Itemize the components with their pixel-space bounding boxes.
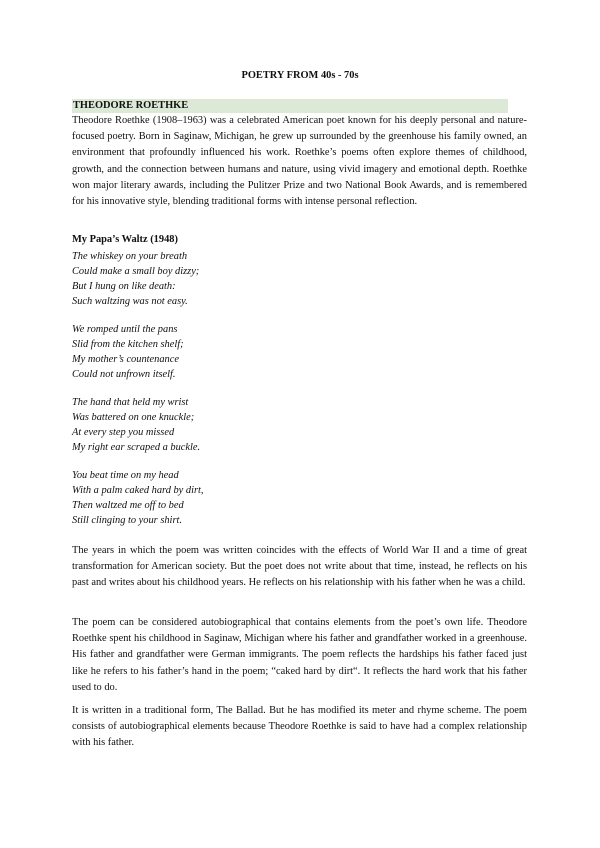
poem-line: Still clinging to your shirt. xyxy=(72,515,182,527)
poem-line: With a palm caked hard by dirt, xyxy=(72,485,204,497)
poem-line: The hand that held my wrist xyxy=(72,397,189,408)
poem-line: At every step you missed xyxy=(72,427,175,439)
bio-paragraph: Theodore Roethke (1908–1963) was a celebrated American poet known for his deeply personal and nature-focused poetry. Born in Saginaw, Michigan, he grew up surrounded by the greenhouse his family owned, an environment that profoundly influenced his work. Roethke’s poems often explore themes of childhood, growth, and the connection between humans and nature, using vivid imagery and emotional depth. Roethke won major literary awards, including the Pulitzer Prize and two National Book Awards, and is remembered for his innovative style, blending traditional forms with intense personal reflection. xyxy=(72,115,527,208)
section-heading: THEODORE ROETHKE xyxy=(72,99,508,113)
poem-line: We romped until the pans xyxy=(72,324,178,335)
analysis-paragraph: The years in which the poem was written coincides with the effects of World War II and a time of great transformation for American society. But the poet does not write about that time, instead, he reflects on his past and writes about his childhood years. He reflects on his relationship with his father when he was a child. xyxy=(72,545,527,589)
poem-line: You beat time on my head xyxy=(72,470,179,481)
poem-line: But I hung on like death: xyxy=(72,281,176,293)
poem-stanza xyxy=(72,395,372,455)
poem-line: Then waltzed me off to bed xyxy=(72,500,184,512)
poem-line: My right ear scraped a buckle. xyxy=(72,442,201,454)
poem-line: Such waltzing was not easy. xyxy=(72,296,188,308)
poem-stanza xyxy=(72,322,372,382)
poem-stanza xyxy=(72,249,372,309)
poem-line: The whiskey on your breath xyxy=(72,251,188,262)
poem-line: Could not unfrown itself. xyxy=(72,369,176,381)
analysis-paragraph: The poem can be considered autobiographical that contains elements from the poet’s own life. Theodore Roethke spent his childhood in Saginaw, Michigan where his father and grandfather worked in a greenhouse. His father and grandfather were German immigrants. The poem reflects the hardships his father faced just like he refers to his father’s hand in the poem; “caked hard by dirt“. It reflects the hard work that his father used to do. xyxy=(72,617,527,693)
poem-title: My Papa’s Waltz (1948) xyxy=(72,234,178,245)
poem-line: My mother’s countenance xyxy=(72,354,179,366)
document-title: POETRY FROM 40s - 70s xyxy=(241,70,359,81)
poem-stanza xyxy=(72,468,372,528)
poem-line: Was battered on one knuckle; xyxy=(72,412,195,424)
analysis-paragraph: It is written in a traditional form, The Ballad. But he has modified its meter and rhyme scheme. The poem consists of autobiographical elements because Theodore Roethke is said to have had a complex relationship with his father. xyxy=(72,705,527,749)
poem-line: Slid from the kitchen shelf; xyxy=(72,339,184,351)
poem-line: Could make a small boy dizzy; xyxy=(72,266,200,278)
